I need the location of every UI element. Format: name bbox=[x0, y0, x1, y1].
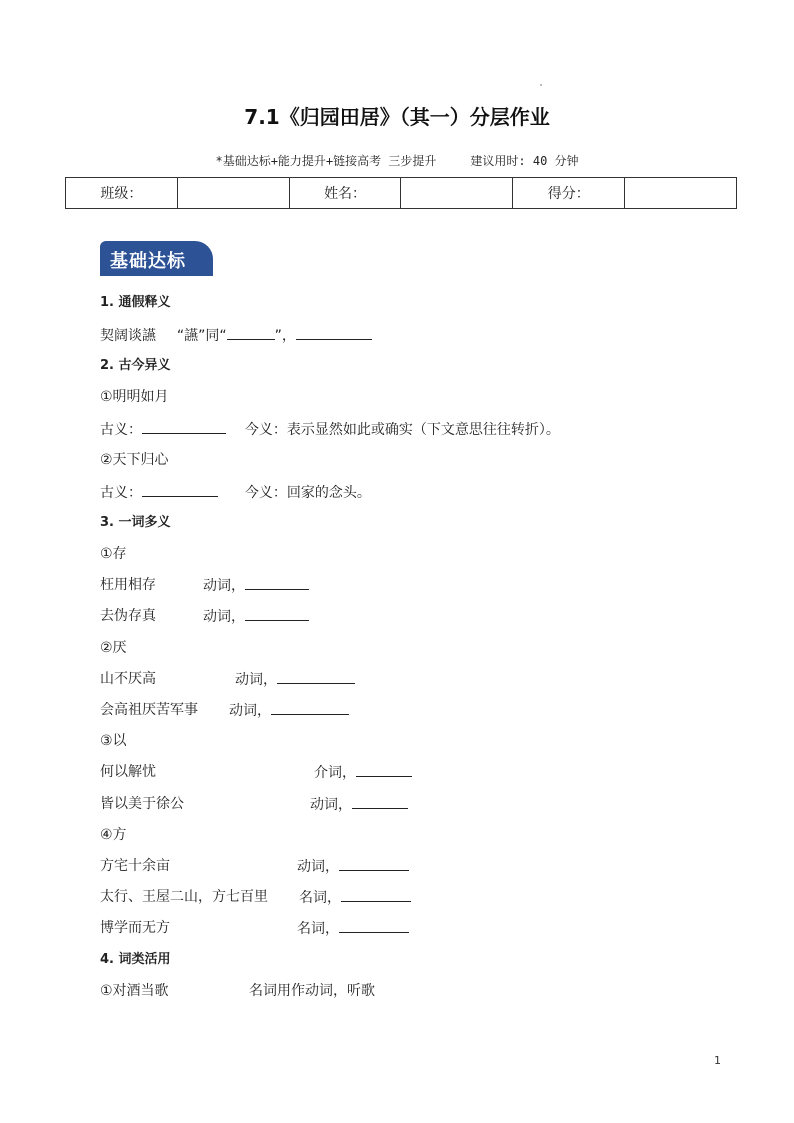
fang-answer-2 bbox=[299, 887, 411, 907]
yi-answer-2 bbox=[310, 794, 408, 814]
cun-answer-1 bbox=[203, 575, 309, 595]
name-field[interactable] bbox=[401, 178, 513, 209]
gujin-line-2 bbox=[100, 482, 371, 502]
heading-duoyi: 3. 一词多义 bbox=[100, 515, 171, 530]
cun-blank-2[interactable] bbox=[245, 606, 309, 621]
tongjia-line bbox=[100, 325, 372, 345]
tongjia-close: ”， bbox=[274, 328, 296, 344]
word-yi: ③以 bbox=[100, 733, 127, 749]
gujin-blank-1[interactable] bbox=[142, 419, 226, 434]
tongjia-same: “讌”同“ bbox=[176, 328, 227, 344]
section-badge-label: 基础达标 bbox=[110, 251, 186, 272]
yan-sentence-2: 会高祖厌苦军事 bbox=[100, 702, 198, 718]
score-field[interactable] bbox=[625, 178, 737, 209]
word-yan: ②厌 bbox=[100, 640, 127, 656]
heading-gujin: 2. 古今异义 bbox=[100, 358, 171, 373]
cun-sentence-1: 枉用相存 bbox=[100, 577, 156, 593]
cun-pos-1: 动词， bbox=[203, 578, 245, 594]
yan-pos-2: 动词， bbox=[229, 703, 271, 719]
scan-dot bbox=[540, 84, 542, 86]
gujin-new-1: 今义：表示显然如此或确实（下文意思往往转折）。 bbox=[244, 422, 560, 438]
page-title: 7.1《归园田居》（其一）分层作业 bbox=[244, 105, 550, 129]
cun-answer-2 bbox=[203, 606, 309, 626]
tongjia-phrase: 契阔谈讌 bbox=[100, 328, 156, 344]
fang-pos-2: 名词， bbox=[299, 890, 341, 906]
gujin-item-2: ②天下归心 bbox=[100, 452, 169, 468]
fang-sentence-2: 太行、王屋二山，方七百里 bbox=[100, 889, 268, 905]
cun-blank-1[interactable] bbox=[245, 575, 309, 590]
word-cun: ①存 bbox=[100, 546, 127, 562]
gujin-old-label-2: 古义： bbox=[100, 485, 142, 501]
heading-tongjia: 1. 通假释义 bbox=[100, 295, 171, 310]
yi-pos-1: 介词， bbox=[314, 765, 356, 781]
fang-pos-1: 动词， bbox=[297, 859, 339, 875]
heading-huoyong: 4. 词类活用 bbox=[100, 952, 171, 967]
yan-answer-2 bbox=[229, 700, 349, 720]
class-label: 班级： bbox=[66, 178, 178, 209]
cun-pos-2: 动词， bbox=[203, 609, 245, 625]
yan-blank-2[interactable] bbox=[271, 700, 349, 715]
fang-blank-1[interactable] bbox=[339, 856, 409, 871]
fang-sentence-1: 方宅十余亩 bbox=[100, 858, 170, 874]
subtitle-steps: *基础达标+能力提升+链接高考 三步提升 bbox=[215, 154, 437, 168]
fang-answer-1 bbox=[297, 856, 409, 876]
gujin-line-1 bbox=[100, 419, 560, 439]
gujin-item-1: ①明明如月 bbox=[100, 389, 169, 405]
fang-blank-3[interactable] bbox=[339, 918, 409, 933]
gujin-blank-2[interactable] bbox=[142, 482, 218, 497]
gujin-old-label-1: 古义： bbox=[100, 422, 142, 438]
yan-blank-1[interactable] bbox=[277, 669, 355, 684]
yi-pos-2: 动词， bbox=[310, 797, 352, 813]
yan-answer-1 bbox=[235, 669, 355, 689]
yi-blank-1[interactable] bbox=[356, 762, 412, 777]
huoyong-note-1: 名词用作动词，听歌 bbox=[249, 983, 375, 999]
page-number: 1 bbox=[714, 1054, 721, 1067]
info-table bbox=[65, 177, 737, 209]
cun-sentence-2: 去伪存真 bbox=[100, 608, 156, 624]
subtitle bbox=[0, 152, 794, 169]
huoyong-item-1: ①对酒当歌 bbox=[100, 983, 169, 999]
yi-blank-2[interactable] bbox=[352, 794, 408, 809]
fang-sentence-3: 博学而无方 bbox=[100, 920, 170, 936]
yi-sentence-1: 何以解忧 bbox=[100, 764, 156, 780]
fang-answer-3 bbox=[297, 918, 409, 938]
tongjia-blank-1[interactable] bbox=[227, 325, 275, 340]
yi-sentence-2: 皆以美于徐公 bbox=[100, 796, 184, 812]
fang-blank-2[interactable] bbox=[341, 887, 411, 902]
word-fang: ④方 bbox=[100, 827, 127, 843]
fang-pos-3: 名词， bbox=[297, 921, 339, 937]
yan-sentence-1: 山不厌高 bbox=[100, 671, 156, 687]
score-label: 得分： bbox=[513, 178, 625, 209]
yi-answer-1 bbox=[314, 762, 412, 782]
class-field[interactable] bbox=[177, 178, 289, 209]
name-label: 姓名： bbox=[289, 178, 401, 209]
gujin-new-2: 今义：回家的念头。 bbox=[244, 485, 371, 501]
yan-pos-1: 动词， bbox=[235, 672, 277, 688]
tongjia-blank-2[interactable] bbox=[296, 325, 372, 340]
subtitle-time: 建议用时: 40 分钟 bbox=[470, 154, 579, 168]
section-badge bbox=[100, 241, 213, 276]
